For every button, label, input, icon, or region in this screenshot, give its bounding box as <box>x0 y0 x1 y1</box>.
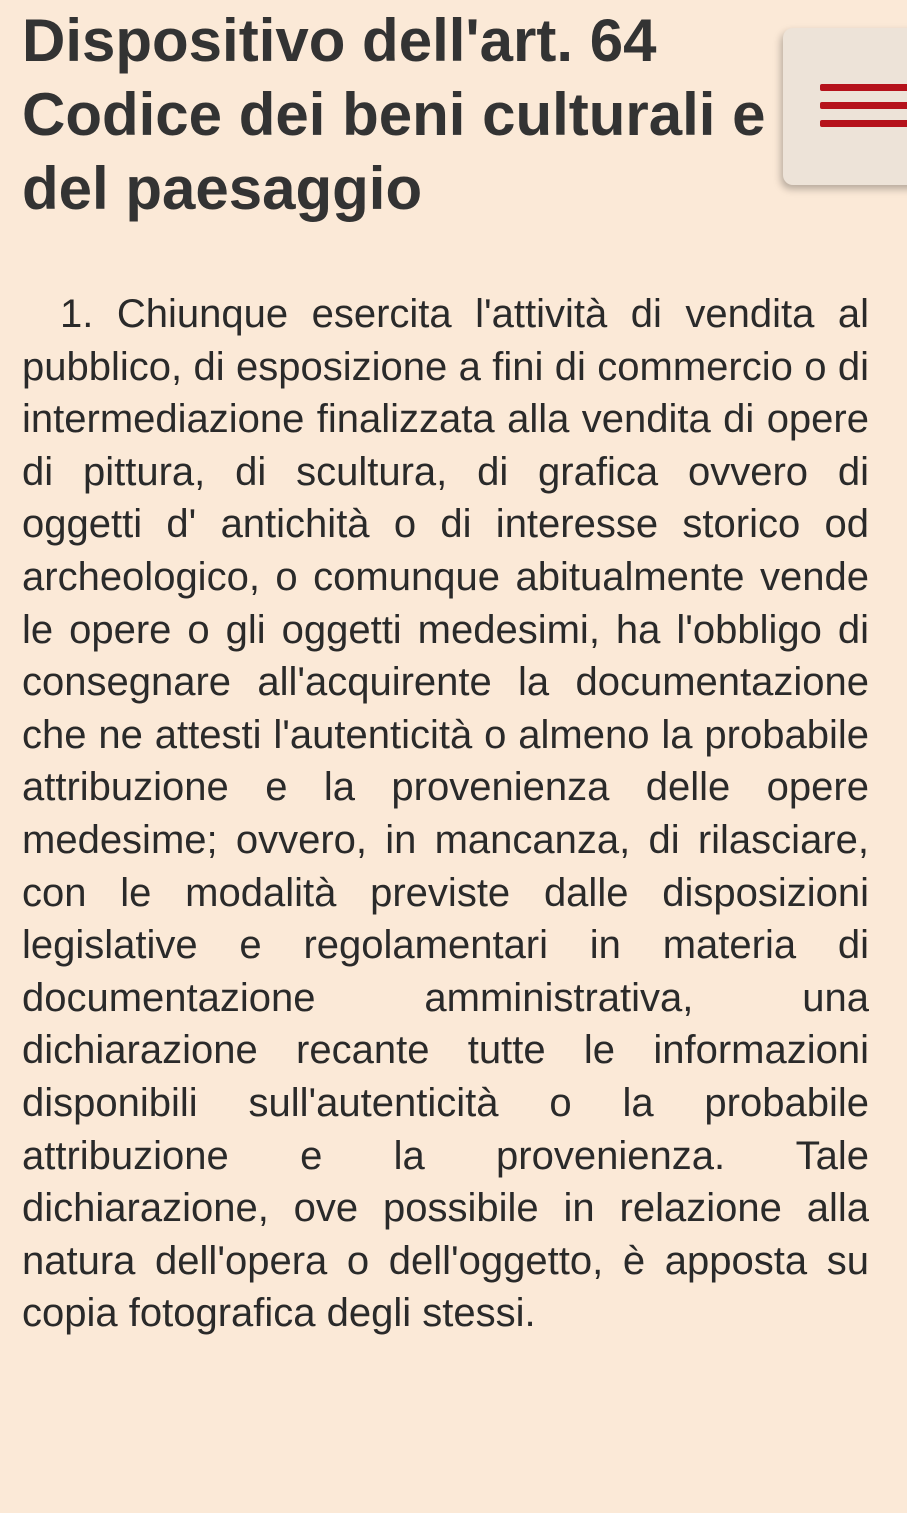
page-title-line-3: del paesaggio <box>22 155 423 222</box>
menu-icon-bar <box>820 84 907 91</box>
menu-button[interactable] <box>783 28 907 185</box>
hamburger-menu-icon <box>820 84 907 130</box>
menu-icon-bar <box>820 120 907 127</box>
page-title-line-2: Codice dei beni culturali e <box>22 81 766 148</box>
article-paragraph: 1. Chiunque esercita l'attività di vendita al pubblico, di esposizione a fini di commercio o di intermediazione finalizzata alla vendita di opere di pittura, di scultura, di grafica ovvero di oggetti d' antichità o di interesse storico od archeologico, o comunque abitualmente vende le opere o gli oggetti medesimi, ha l'obbligo di consegnare all'acquirente la documentazione che ne attesti l'autenticità o almeno la probabile attribuzione e la provenienza delle opere medesime; ovvero, in mancanza, di rilasciare, con le modalità previste dalle disposizioni legislative e regolamentari in materia di documentazione amministrativa, una dichiarazione recante tutte le informazioni disponibili sull'autenticità o la probabile attribuzione e la provenienza. Tale dichiarazione, ove possibile in relazione alla natura dell'opera o dell'oggetto, è apposta su copia fotografica degli stessi. <box>22 292 869 1336</box>
menu-icon-bar <box>820 102 907 109</box>
page-title-line-1: Dispositivo dell'art. 64 <box>22 7 657 74</box>
page-title <box>22 4 822 226</box>
